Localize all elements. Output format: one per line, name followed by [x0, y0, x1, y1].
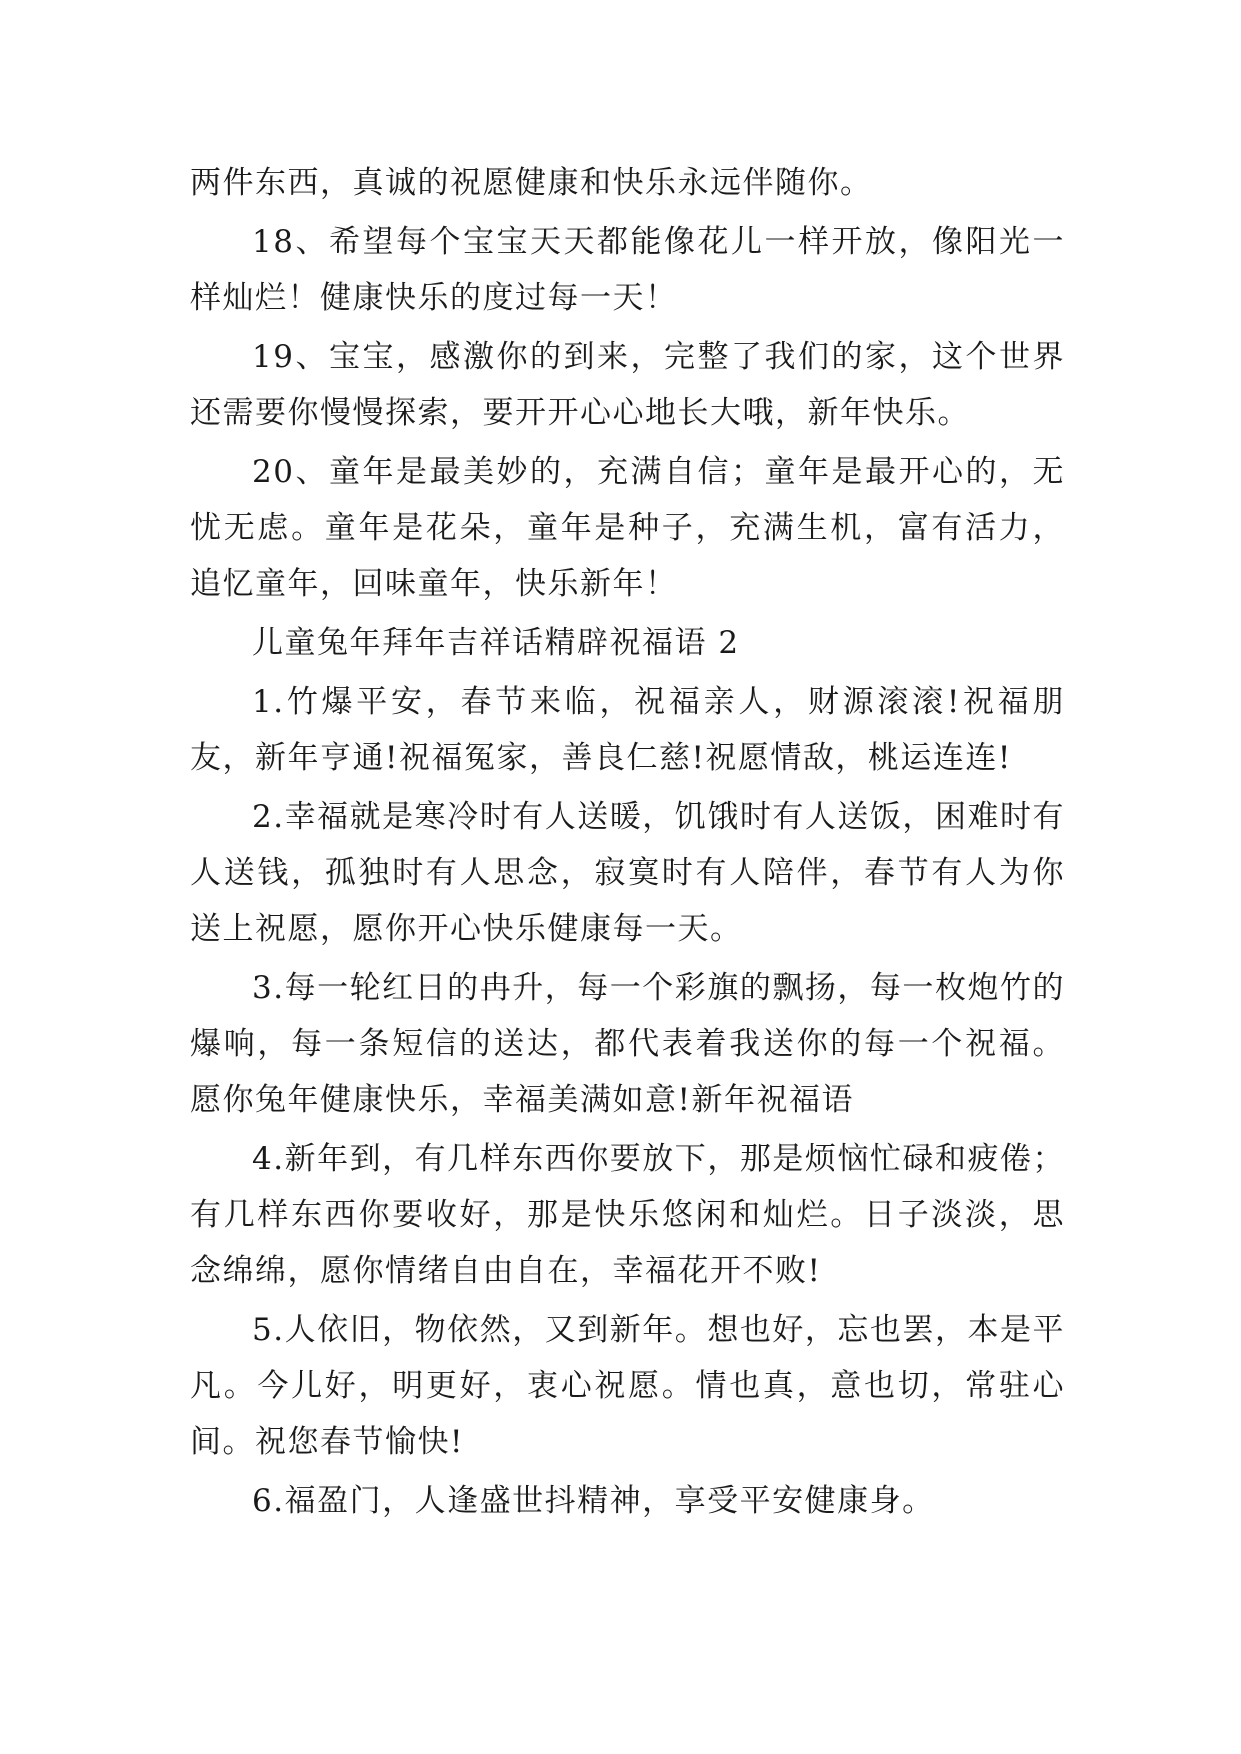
- wish-item-20: 20、童年是最美妙的，充满自信；童年是最开心的，无忧无虑。童年是花朵，童年是种子，充满生机，富有活力，追忆童年，回味童年，快乐新年！: [190, 454, 1065, 602]
- section-subtitle: 儿童兔年拜年吉祥话精辟祝福语 2: [252, 625, 740, 661]
- paragraph-continuation: 两件东西，真诚的祝愿健康和快乐永远伴随你。: [190, 165, 873, 201]
- wish-item-1: 1.竹爆平安，春节来临，祝福亲人，财源滚滚!祝福朋友，新年亨通!祝福冤家，善良仁慈!祝愿情敌，桃运连连!: [190, 684, 1065, 776]
- document-body: [190, 155, 1065, 1532]
- wish-item-5: 5.人依旧，物依然，又到新年。想也好，忘也罢，本是平凡。今儿好，明更好，衷心祝愿。情也真，意也切，常驻心间。祝您春节愉快!: [190, 1312, 1065, 1460]
- wish-item-19: 19、宝宝，感激你的到来，完整了我们的家，这个世界还需要你慢慢探索，要开开心心地长大哦，新年快乐。: [190, 339, 1065, 431]
- wish-item-3: 3.每一轮红日的冉升，每一个彩旗的飘扬，每一枚炮竹的爆响，每一条短信的送达，都代表着我送你的每一个祝福。愿你兔年健康快乐，幸福美满如意!新年祝福语: [190, 970, 1065, 1118]
- wish-item-2: 2.幸福就是寒冷时有人送暖，饥饿时有人送饭，困难时有人送钱，孤独时有人思念，寂寞时有人陪伴，春节有人为你送上祝愿，愿你开心快乐健康每一天。: [190, 799, 1065, 947]
- wish-item-6: 6.福盈门，人逢盛世抖精神，享受平安健康身。: [252, 1483, 935, 1519]
- wish-item-18: 18、希望每个宝宝天天都能像花儿一样开放，像阳光一样灿烂！健康快乐的度过每一天！: [190, 224, 1065, 316]
- wish-item-4: 4.新年到，有几样东西你要放下，那是烦恼忙碌和疲倦；有几样东西你要收好，那是快乐悠闲和灿烂。日子淡淡，思念绵绵，愿你情绪自由自在，幸福花开不败!: [190, 1141, 1065, 1289]
